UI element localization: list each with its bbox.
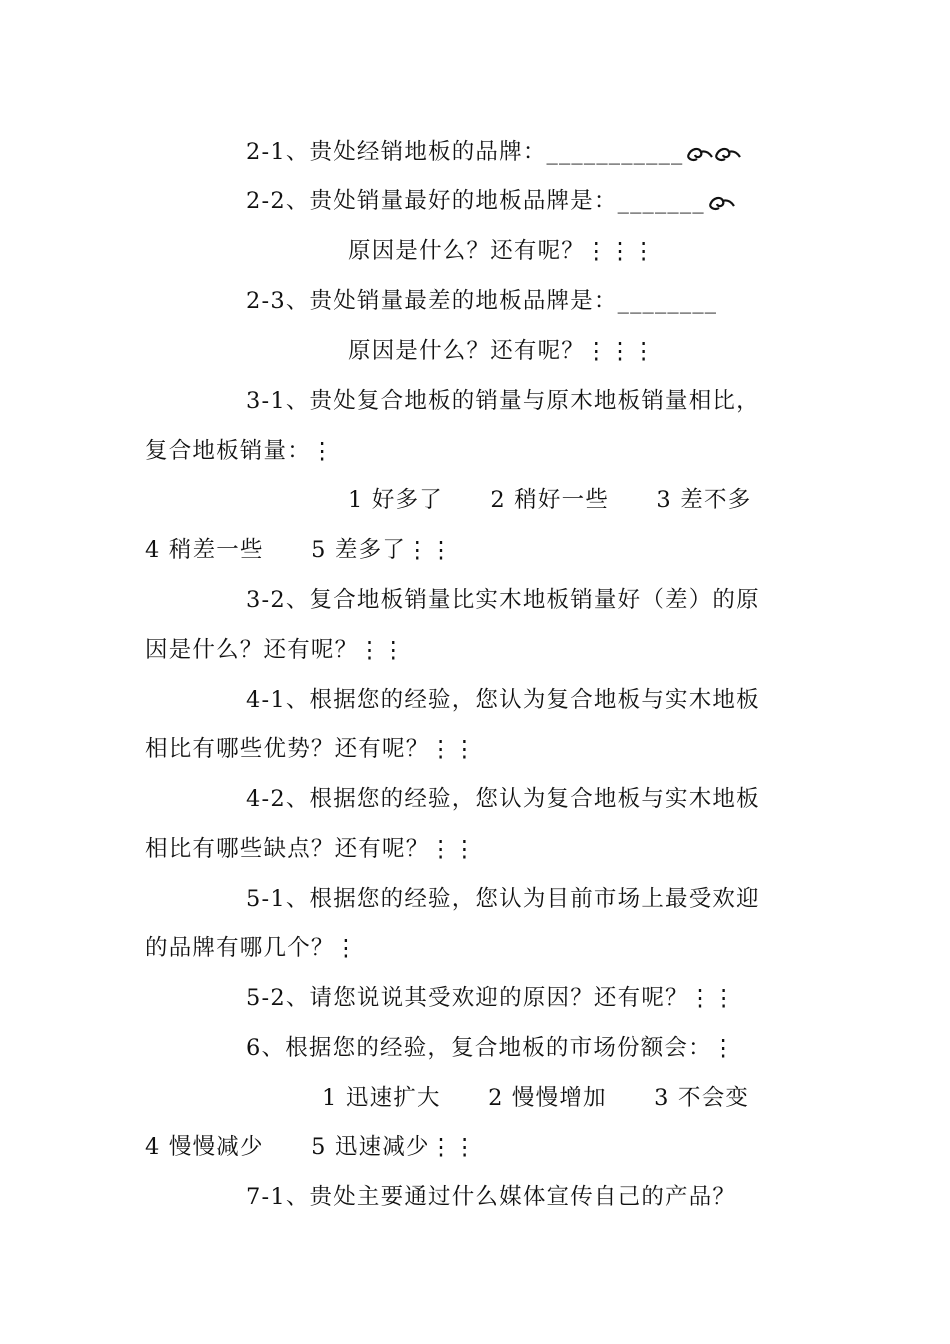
question-7-1: 7-1、贵处主要通过什么媒体宣传自己的产品？ — [246, 1184, 737, 1210]
ornament-icon — [685, 142, 743, 164]
reason-followup-2: 原因是什么？还有呢？⋮⋮⋮ — [348, 338, 657, 364]
question-4-2-line-1: 4-2、根据您的经验，您认为复合地板与实木地板 — [246, 786, 760, 812]
options-6-line-2: 4 慢慢减少 5 迅速减少⋮⋮ — [145, 1134, 478, 1160]
reason-followup-1: 原因是什么？还有呢？⋮⋮⋮ — [348, 238, 657, 264]
question-2-1 — [246, 137, 743, 167]
question-5-1-line-1: 5-1、根据您的经验，您认为目前市场上最受欢迎 — [246, 886, 760, 912]
question-4-1-line-1: 4-1、根据您的经验，您认为复合地板与实木地板 — [246, 687, 760, 713]
question-5-1-line-2: 的品牌有哪几个？⋮ — [145, 935, 359, 961]
options-3-1-line-1: 1 好多了 2 稍好一些 3 差不多 — [348, 487, 752, 513]
options-6-line-1: 1 迅速扩大 2 慢慢增加 3 不会变 — [322, 1085, 750, 1111]
question-3-2-line-1: 3-2、复合地板销量比实木地板销量好（差）的原 — [246, 587, 760, 613]
ornament-icon — [707, 191, 737, 213]
question-2-2-text: 2-2、贵处销量最好的地板品牌是：_______ — [246, 188, 705, 214]
question-4-2-line-2: 相比有哪些缺点？还有呢？⋮⋮ — [145, 836, 477, 862]
question-2-2 — [246, 186, 737, 216]
question-2-1-text: 2-1、贵处经销地板的品牌：___________ — [246, 139, 684, 165]
question-6: 6、根据您的经验，复合地板的市场份额会：⋮ — [246, 1035, 736, 1061]
question-3-1-line-1: 3-1、贵处复合地板的销量与原木地板销量相比， — [246, 388, 760, 414]
question-3-1-line-2: 复合地板销量：⋮ — [145, 438, 335, 464]
options-3-1-line-2: 4 稍差一些 5 差多了⋮⋮ — [145, 537, 454, 563]
question-5-2: 5-2、请您说说其受欢迎的原因？还有呢？⋮⋮ — [246, 985, 737, 1011]
question-4-1-line-2: 相比有哪些优势？还有呢？⋮⋮ — [145, 736, 477, 762]
question-3-2-line-2: 因是什么？还有呢？⋮⋮ — [145, 637, 406, 663]
question-2-3: 2-3、贵处销量最差的地板品牌是：________ — [246, 288, 718, 314]
